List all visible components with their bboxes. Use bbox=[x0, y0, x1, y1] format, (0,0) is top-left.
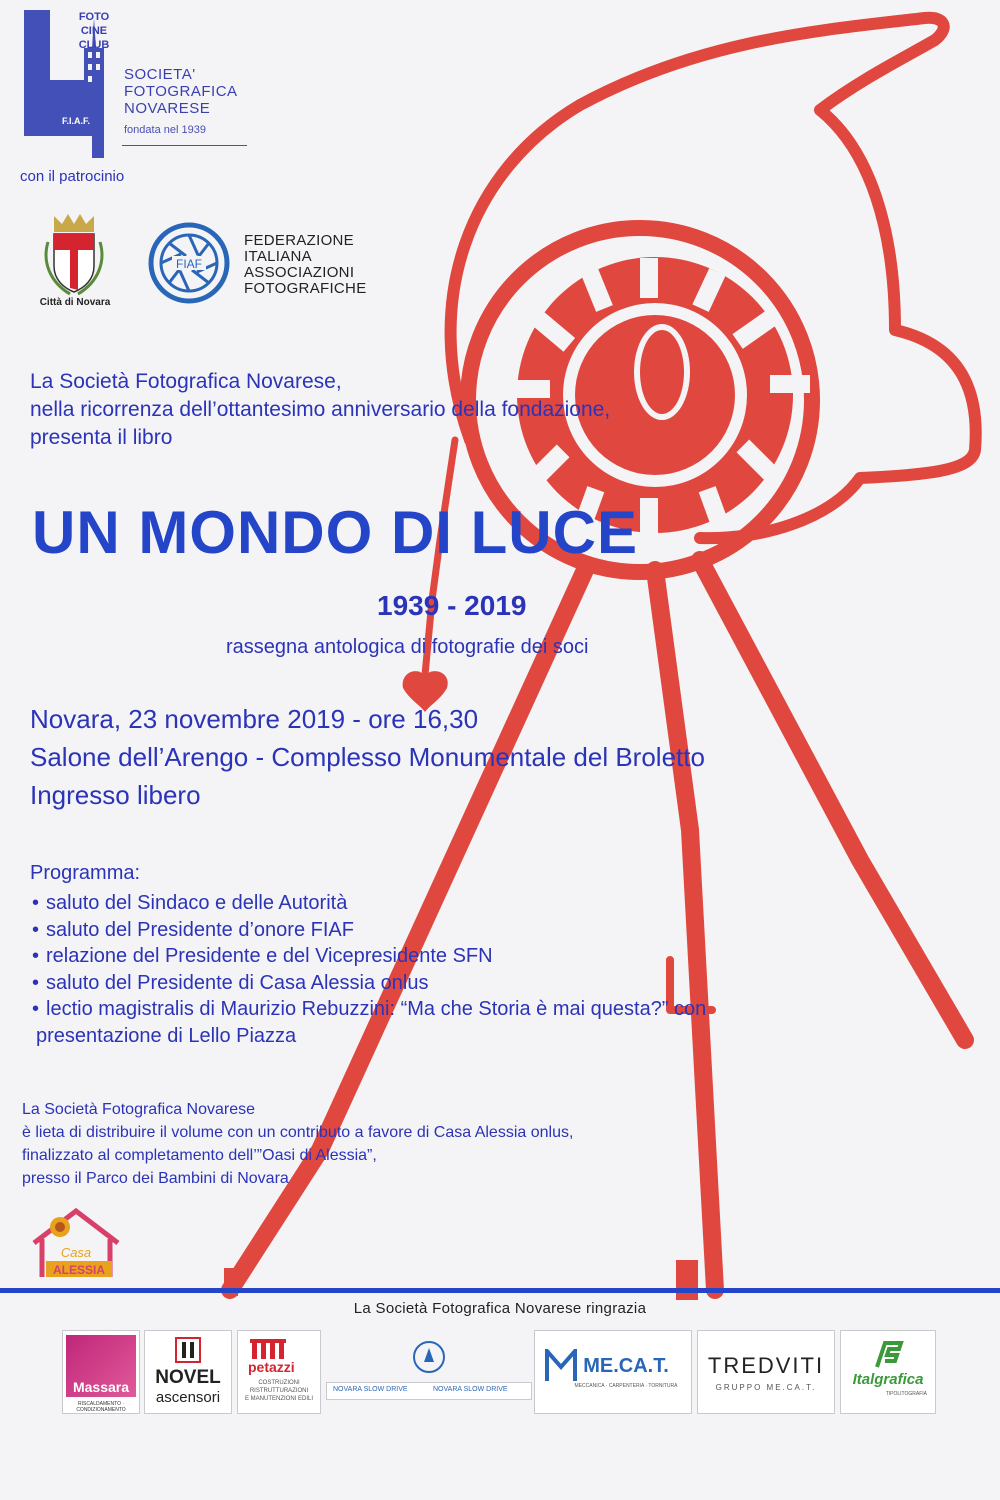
club-line: CINE bbox=[80, 25, 108, 37]
book-title: UN MONDO DI LUCE bbox=[32, 499, 638, 566]
tredviti-name: TREDVITI bbox=[707, 1353, 825, 1378]
thanks-text: La Società Fotografica Novarese ringrazia bbox=[353, 1300, 647, 1317]
program-item: • saluto del Presidente di Casa Alessia onlus bbox=[32, 970, 982, 997]
slow-drive-bar bbox=[326, 1382, 532, 1400]
society-name-line: NOVARESE bbox=[124, 100, 211, 117]
massara-sub: RISCALDAMENTO · CONDIZIONAMENTO bbox=[76, 1401, 126, 1413]
event-venue: Salone dell’Arengo - Complesso Monumentale del Broletto bbox=[30, 742, 705, 772]
sponsor-mecat bbox=[534, 1330, 692, 1414]
sponsor-tredviti bbox=[697, 1330, 835, 1414]
slow-drive-name: NOVARA SLOW DRIVE bbox=[333, 1386, 408, 1393]
fiaf-name-line: ASSOCIAZIONI bbox=[244, 264, 355, 281]
slow-drive-circle-icon bbox=[412, 1340, 446, 1374]
novel-name: NOVEL bbox=[155, 1367, 221, 1388]
society-name bbox=[124, 66, 238, 117]
program-item-continuation: presentazione di Lello Piazza bbox=[36, 1024, 297, 1047]
program-item: • saluto del Presidente d’onore FIAF bbox=[32, 917, 982, 944]
club-line: CLUB bbox=[78, 39, 110, 51]
note-line: La Società Fotografica Novarese bbox=[22, 1101, 256, 1118]
intro-line: presenta il libro bbox=[30, 426, 173, 449]
sponsor-petazzi bbox=[237, 1330, 321, 1414]
fiaf-name bbox=[244, 233, 367, 297]
casa-logo-line2: ALESSIA bbox=[52, 1263, 106, 1277]
footer-divider bbox=[0, 1288, 1000, 1293]
event-details bbox=[30, 700, 705, 814]
mecat-sub: MECCANICA · CARPENTERIA · TORNITURA bbox=[574, 1383, 678, 1389]
intro-text bbox=[30, 368, 610, 452]
founded-text: fondata nel 1939 bbox=[124, 124, 206, 136]
petazzi-name: petazzi bbox=[248, 1359, 295, 1375]
event-date-time: Novara, 23 novembre 2019 - ore 16,30 bbox=[30, 704, 479, 734]
fiaf-name-line: ITALIANA bbox=[244, 248, 312, 265]
casa-alessia-logo bbox=[28, 1205, 124, 1281]
petazzi-sub-line: RISTRUTTURAZIONI bbox=[249, 1388, 309, 1394]
mecat-name: ME.CA.T. bbox=[583, 1355, 669, 1377]
fiaf-aperture-icon bbox=[148, 222, 230, 304]
fiaf-name-line: FOTOGRAFICHE bbox=[244, 280, 367, 297]
sponsor-novel bbox=[144, 1330, 232, 1414]
massara-name: Massara bbox=[72, 1379, 130, 1395]
petazzi-sub-line: E MANUTENZIONI EDILI bbox=[244, 1396, 313, 1402]
program-list bbox=[32, 890, 982, 1049]
club-small-text bbox=[22, 10, 122, 70]
book-years: 1939 - 2019 bbox=[377, 590, 527, 621]
header-divider bbox=[122, 145, 247, 146]
intro-line: La Società Fotografica Novarese, bbox=[30, 370, 342, 393]
patronage-text: con il patrocinio bbox=[20, 168, 125, 185]
note-line: presso il Parco dei Bambini di Novara bbox=[22, 1170, 289, 1187]
society-name-line: SOCIETA' bbox=[124, 66, 196, 83]
italgrafica-sub: TIPOLITOGRAFIA bbox=[885, 1391, 927, 1397]
intro-line: nella ricorrenza dell’ottantesimo anniversario della fondazione, bbox=[30, 398, 611, 421]
petazzi-sub bbox=[238, 1379, 320, 1403]
sponsor-novara-slow-drive bbox=[326, 1330, 532, 1414]
book-subtitle: rassegna antologica di fotografie dei soci bbox=[226, 636, 589, 658]
novel-sub: ascensori bbox=[155, 1389, 221, 1406]
city-name: Città di Novara bbox=[39, 297, 111, 308]
petazzi-columns-icon bbox=[250, 1339, 286, 1359]
sponsor-italgrafica bbox=[840, 1330, 936, 1414]
fiaf-tag: F.I.A.F. bbox=[62, 116, 91, 126]
note-line: finalizzato al completamento dell’”Oasi di Alessia”, bbox=[22, 1147, 377, 1164]
program-title: Programma: bbox=[30, 862, 141, 884]
city-crest-icon bbox=[40, 212, 108, 296]
fiaf-name-line: FEDERAZIONE bbox=[244, 232, 354, 249]
tredviti-sub: GRUPPO ME.CA.T. bbox=[715, 1383, 817, 1392]
program-item: • lectio magistralis di Maurizio Rebuzzini: “Ma che Storia è mai questa?” con bbox=[32, 996, 982, 1023]
casa-logo-line1: Casa bbox=[60, 1245, 92, 1260]
slow-drive-name-repeat: NOVARA SLOW DRIVE bbox=[433, 1386, 508, 1393]
program-item: • relazione del Presidente e del Vicepresidente SFN bbox=[32, 943, 982, 970]
sponsor-massara bbox=[62, 1330, 140, 1414]
event-entry: Ingresso libero bbox=[30, 780, 201, 810]
fiaf-badge: FIAF bbox=[176, 257, 202, 271]
note-line: è lieta di distribuire il volume con un contributo a favore di Casa Alessia onlus, bbox=[22, 1124, 574, 1141]
club-line: FOTO bbox=[78, 11, 110, 23]
donation-note bbox=[22, 1098, 573, 1190]
italgrafica-mark-icon bbox=[873, 1339, 905, 1369]
society-name-line: FOTOGRAFICA bbox=[124, 83, 238, 100]
petazzi-sub-line: COSTRUZIONI bbox=[258, 1380, 300, 1386]
italgrafica-name: Italgrafica bbox=[852, 1371, 924, 1388]
novel-n-icon bbox=[175, 1337, 201, 1363]
program-item: • saluto del Sindaco e delle Autorità bbox=[32, 890, 982, 917]
